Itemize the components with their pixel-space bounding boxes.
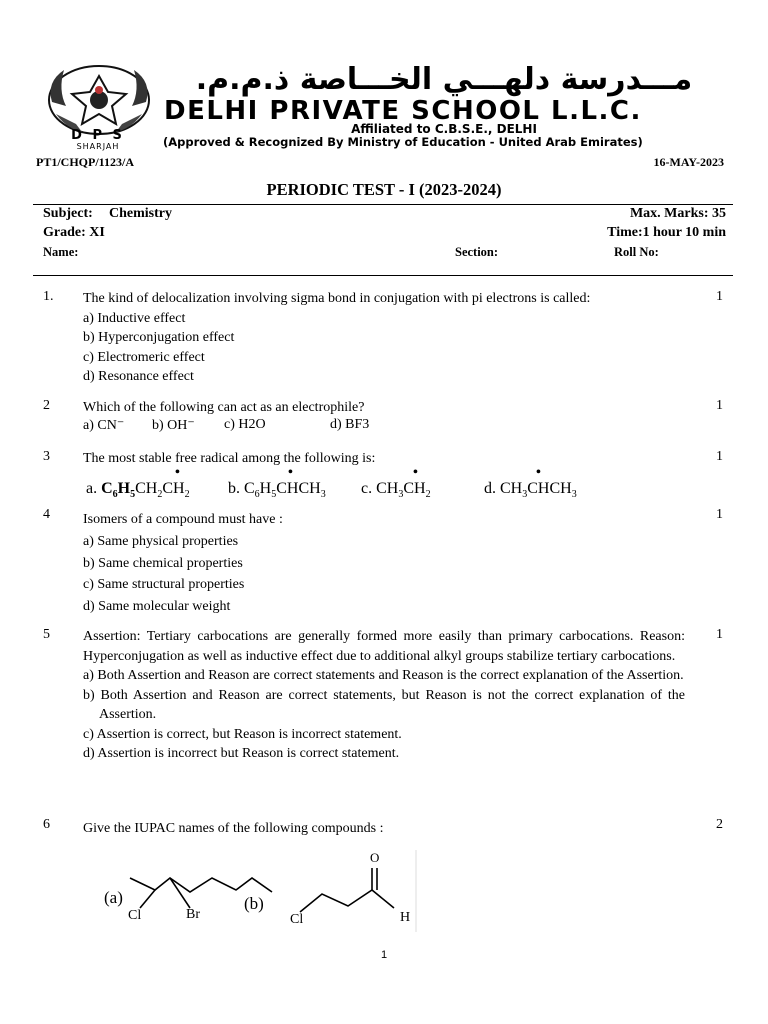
school-name-arabic: مـــدرسة دلهـــي الخـــاصة ذ.م.م.: [195, 62, 693, 97]
question-3-option-a-label: a.: [86, 480, 98, 497]
structure-a-br: Br: [186, 907, 200, 922]
question-2-option-c: c) H2O: [224, 417, 266, 432]
page-title: PERIODIC TEST - I (2023-2024): [266, 180, 502, 199]
structure-b-cl: Cl: [290, 912, 304, 927]
radical-dot-a: •: [175, 465, 180, 480]
question-5-option-d: d) Assertion is incorrect but Reason is correct statement.: [83, 746, 400, 761]
structure-b-chain: [300, 890, 394, 912]
question-3-number: 3: [43, 449, 50, 464]
school-name-english: DELHI PRIVATE SCHOOL L.L.C.: [164, 96, 642, 126]
question-3-option-c: c. $CH_3CH_2$: [361, 480, 431, 501]
question-4-text: Isomers of a compound must have :: [83, 512, 283, 527]
section-label: Section:: [455, 245, 499, 259]
question-3-text: The most stable free radical among the following is:: [83, 451, 376, 466]
question-1-text: The kind of delocalization involving sigma bond in conjugation with pi electrons is called:: [83, 291, 591, 306]
question-3-marks: 1: [716, 449, 723, 464]
structure-a-cl-bond: [140, 890, 155, 908]
question-5-option-b: b) Both Assertion and Reason are correct statements, but Reason is not the correct explanation of the Assertion.: [83, 687, 685, 722]
question-3-option-c-label: c.: [361, 480, 373, 497]
school-affiliation: Affiliated to C.B.S.E., DELHI: [351, 122, 537, 136]
question-5: [83, 627, 685, 764]
question-2-text: Which of the following can act as an electrophile?: [83, 400, 365, 415]
structure-b-h: H: [400, 910, 411, 925]
question-1-option-a: a) Inductive effect: [83, 310, 186, 326]
header-rule-top: [33, 204, 733, 205]
question-1: [83, 289, 685, 387]
name-label: Name:: [43, 245, 79, 259]
paper-code: PT1/CHQP/1123/A: [36, 155, 135, 169]
question-6-number: 6: [43, 817, 50, 832]
subject-value: Chemistry: [109, 206, 172, 221]
question-3-option-d: d. $CH_3CHCH_3$: [484, 480, 577, 501]
structure-a-br-bond: [170, 878, 190, 908]
question-4-option-c: c) Same structural properties: [83, 577, 245, 593]
school-logo: [36, 62, 162, 154]
structure-a-cl: Cl: [128, 908, 142, 923]
radical-dot-c: •: [413, 465, 418, 480]
structure-a-chain: [130, 878, 272, 892]
question-5-text: Assertion: Tertiary carbocations are generally formed more easily than primary carbocations. Reason: Hyperconjugation as well as inductive effect due to additional alkyl groups stabilize tertiary carbocations.: [83, 629, 685, 664]
question-4-option-a: a) Same physical properties: [83, 533, 239, 549]
question-3-option-d-label: d.: [484, 480, 496, 497]
grade: Grade: XI: [43, 225, 105, 240]
question-2-option-a: a) CN⁻: [83, 418, 125, 433]
question-2-option-d: d) BF3: [330, 417, 370, 432]
header-rule-bottom: [33, 275, 733, 276]
question-4-marks: 1: [716, 507, 723, 522]
max-marks: Max. Marks: 35: [629, 206, 726, 221]
question-1-option-c: c) Electromeric effect: [83, 349, 205, 365]
question-1-option-d: d) Resonance effect: [83, 369, 194, 384]
question-4: [83, 509, 685, 618]
structure-a-label: (a): [104, 888, 123, 907]
question-6-text: Give the IUPAC names of the following compounds :: [83, 821, 384, 836]
question-5-option-c: c) Assertion is correct, but Reason is incorrect statement.: [83, 726, 402, 742]
logo-text: D P S: [71, 128, 125, 143]
question-2-number: 2: [43, 398, 50, 413]
question-3-option-a: a. $C_6H_5CH_2CH_2$: [86, 480, 190, 501]
paper-date: 16-MAY-2023: [653, 155, 724, 169]
roll-no-label: Roll No:: [614, 245, 659, 259]
question-5-marks: 1: [716, 627, 723, 642]
question-6-marks: 2: [716, 817, 723, 832]
logo-subtext: SHARJAH: [76, 142, 120, 151]
question-1-number: 1.: [43, 289, 54, 304]
subject-label: Subject:: [43, 206, 93, 221]
time-allowed: Time:1 hour 10 min: [607, 225, 726, 240]
question-4-option-d: d) Same molecular weight: [83, 599, 231, 615]
question-3-option-b: b. $C_6H_5CHCH_3$: [228, 480, 326, 501]
question-6-structures: [100, 850, 420, 932]
question-5-option-a: a) Both Assertion and Reason are correct statements and Reason is the correct explanation of the Assertion.: [83, 668, 684, 683]
structure-b-o: O: [370, 850, 380, 865]
question-4-option-b: b) Same chemical properties: [83, 555, 243, 571]
radical-dot-b: •: [288, 465, 293, 480]
question-1-option-b: b) Hyperconjugation effect: [83, 330, 235, 345]
radical-dot-d: •: [536, 465, 541, 480]
page-number: 1: [380, 949, 388, 961]
structure-b-label: (b): [244, 894, 264, 913]
question-5-number: 5: [43, 627, 50, 642]
question-2-marks: 1: [716, 398, 723, 413]
question-1-marks: 1: [716, 289, 723, 304]
school-approval: (Approved & Recognized By Ministry of Education - United Arab Emirates): [163, 135, 643, 149]
question-3-option-b-label: b.: [228, 480, 240, 497]
question-4-number: 4: [43, 507, 50, 522]
question-2-option-b: b) OH⁻: [152, 418, 195, 433]
